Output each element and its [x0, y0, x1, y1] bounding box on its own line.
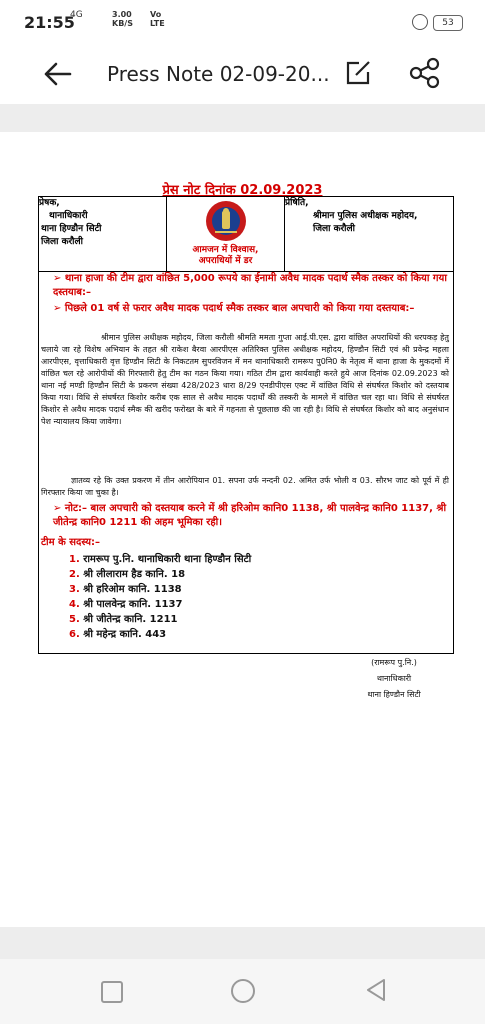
police-motto	[167, 245, 284, 267]
team-member-number: 6.	[69, 629, 80, 640]
page-title: Press Note 02-09-20...	[107, 62, 330, 86]
sender-district: जिला करौली	[41, 237, 83, 247]
team-member-name: श्री जीतेन्द्र कानि. 1211	[83, 614, 178, 625]
signature-station: थाना हिण्डौन सिटी	[367, 690, 421, 699]
sender-label: प्रेषक,	[39, 198, 60, 208]
police-emblem-icon	[205, 200, 247, 242]
back-nav-icon[interactable]	[364, 977, 388, 1003]
team-member-name: श्री महेन्द्र कानि. 443	[83, 629, 167, 640]
team-member	[69, 627, 251, 642]
viewer-gap	[0, 104, 485, 132]
network-signal-icon: 4G	[70, 10, 83, 20]
team-member	[69, 582, 251, 597]
navigation-bar	[0, 959, 485, 1024]
team-member-name: रामरूप पु.नि. थानाधिकारी थाना हिण्डौन सिटी	[83, 554, 252, 565]
team-member	[69, 612, 251, 627]
recent-apps-icon[interactable]	[101, 981, 123, 1003]
viewer-footer-gap	[0, 927, 485, 959]
signature-designation: थानाधिकारी	[376, 674, 412, 683]
team-member-number: 5.	[69, 614, 80, 625]
sender-designation: थानाधिकारी	[49, 211, 88, 221]
press-note-body	[38, 270, 454, 699]
status-time: 21:55	[24, 13, 75, 32]
headline-bullet-1: ➢ थाना हाजा की टीम द्वारा वांछित 5,000 रूपये का ईनामी अवैध मादक पदार्थ स्मैक तस्कर को किया गया दस्तयाब:–	[53, 273, 447, 298]
app-bar	[0, 46, 485, 104]
header-table	[38, 196, 454, 272]
motto-line-1: आमजन में विश्वास,	[192, 245, 259, 255]
note-paragraph: ➢ नोट:– बाल अपचारी को दस्तयाब करने में श्री हरिओम कानि0 1138, श्री पालवेन्द्र कानि0 1137, श्री जीतेन्द्र कानि0 1211 की अहम भूमिका रही।	[53, 503, 447, 528]
signature-block	[339, 655, 449, 703]
volte-indicator: Vo LTE	[150, 10, 165, 28]
back-arrow-icon[interactable]	[40, 58, 76, 90]
team-member	[69, 567, 251, 582]
team-member-name: श्री लीलाराम हैड कानि. 18	[83, 569, 186, 580]
motto-line-2: अपराधियों में डर	[198, 256, 253, 266]
network-speed: 3.00 KB/S	[112, 10, 133, 28]
team-member	[69, 597, 251, 612]
edit-icon[interactable]	[343, 58, 373, 88]
team-member-number: 3.	[69, 584, 80, 595]
share-icon[interactable]	[408, 56, 442, 90]
team-member	[69, 552, 251, 567]
recipient-designation: श्रीमान पुलिस अधीक्षक महोदय,	[313, 211, 418, 221]
home-icon[interactable]	[231, 979, 255, 1003]
team-member-number: 4.	[69, 599, 80, 610]
document-page[interactable]	[0, 132, 485, 927]
recipient-cell	[285, 197, 453, 271]
headline-bullet-2: ➢ पिछले 01 वर्ष से फरार अवैध मादक पदार्थ स्मैक तस्कर बाल अपचारी को किया गया दस्तयाब:–	[53, 303, 415, 314]
status-bar	[0, 0, 485, 46]
team-member-name: श्री पालवेन्द्र कानि. 1137	[83, 599, 183, 610]
press-note-title: प्रेस नोट दिनांक 02.09.2023	[162, 183, 323, 198]
team-member-number: 1.	[69, 554, 80, 565]
sender-cell	[39, 197, 167, 271]
team-member-number: 2.	[69, 569, 80, 580]
accused-paragraph: ज्ञातव्य रहे कि उक्त प्रकरण में तीन आरोपियान 01. सपना उर्फ नन्दनी 02. अमित उर्फ भोली व 03. सौरभ जाट को पूर्व में ही गिरफ्तार किया जा चुका है।	[41, 476, 449, 497]
sender-station: थाना हिण्डौन सिटी	[41, 224, 102, 234]
team-heading: टीम के सदस्य:–	[41, 537, 101, 548]
logo-cell	[167, 197, 285, 271]
lock-icon	[412, 14, 428, 30]
main-paragraph: श्रीमान पुलिस अधीक्षक महोदय, जिला करौली श्रीमति ममता गुप्ता आई.पी.एस. द्वारा वांछित अपराधियों की धरपकड़ हेतु चलाये जा रहे विशेष अभियान के तहत श्री राकेश बैरवा आरपीएस अतिरिक्त पुलिस अधीक्षक महोदय, हिण्डौन सिटी एवं श्री प्रवेन्द्र महला आरपीएस, वृत्ताधिकारी वृत्त हिण्डौन सिटी के निकटतम सुपरविजन में मन थानाधिकारी रामरूप पु0नि0 के नेतृत्व में थाना हाजा के मुकदमों में वांछित चल रहे आरोपीयों की गिरफ्तारी हेतु टीम का गठन किया गया। गठित टीम द्वारा कार्यवाही करते हुये आज दिनांक 02.09.2023 को थाना नई मण्डी हिण्डौन सिटी के प्रकरण संख्या 428/2023 धारा 8/29 एनडीपीएस एक्ट में वांछित विधि से संघर्षरत किशोर को दस्तयाब किया गया। विधि से संघर्षरत किशोर करीब एक साल से अवैध मादक पदार्थों की तस्करी के मामले में वांछित चल रहा था। विधि से संघर्षरत किशोर से अवैध मादक पदार्थ स्मैक की खरीद फरोख्त के बारे में गहनता से पूछताछ की जा रही है। विधि से संघर्षरत किशोर को बाद अनुसंधान पेश न्यायालय किया जावेगा।	[41, 333, 449, 426]
team-list	[69, 552, 251, 642]
recipient-label: प्रेषिति,	[285, 198, 309, 208]
team-member-name: श्री हरिओम कानि. 1138	[83, 584, 182, 595]
recipient-district: जिला करौली	[313, 224, 355, 234]
battery-icon: 53	[433, 15, 463, 31]
signature-name: (रामरूप पु.नि.)	[371, 658, 417, 667]
